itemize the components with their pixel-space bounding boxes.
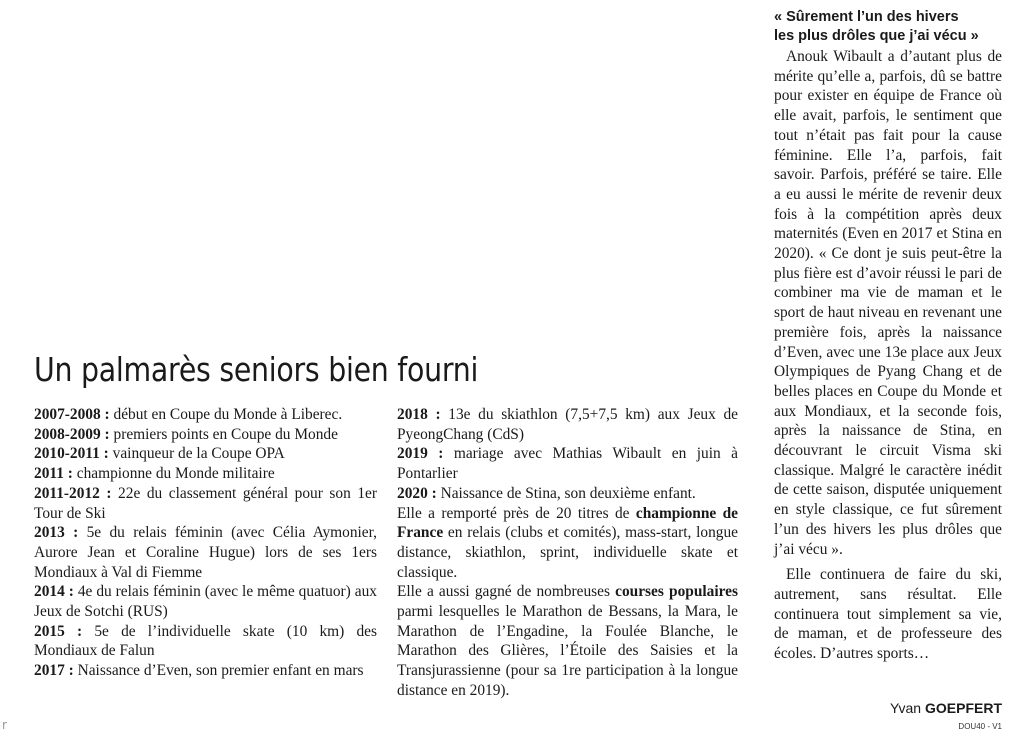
palmares-text: 4e du relais féminin (avec le même quatuor) aux Jeux de Sotchi (RUS): [34, 583, 377, 621]
palmares-year: 2015 :: [34, 622, 83, 640]
palmares-year: 2013 :: [34, 524, 79, 542]
palmares-year: 2014 :: [34, 583, 74, 601]
palmares-text: Naissance d’Even, son premier enfant en mars: [73, 662, 364, 680]
palmares-entry: [397, 484, 738, 504]
sidebar-paragraph-2: Elle continuera de faire du ski, autrement, sans résultat. Elle continuera tout simplement sa vie, de maman, et de professeure des écoles. D’autres sports…: [774, 566, 1002, 663]
author-byline: Yvan GOEPFERT: [889, 700, 1002, 716]
palmares-text: championne du Monde militaire: [72, 465, 275, 483]
palmares-year: 2017 :: [34, 662, 74, 680]
palmares-text: premiers points en Coupe du Monde: [109, 425, 338, 443]
palmares-entry: [34, 405, 377, 425]
palmares-year: 2018 :: [397, 406, 441, 423]
titles-paragraph: Elle a remporté près de 20 titres de championne de France en relais (clubs et comités), mass-start, longue distance, skiathlon, sprint, individuelle skate et classique.: [397, 504, 738, 581]
sidebar-subhead-line2: les plus drôles que j’ai vécu »: [774, 28, 979, 44]
sidebar-subhead-line1: « Sûrement l’un des hivers: [774, 9, 959, 25]
palmares-entry: [397, 405, 738, 444]
headline: Un palmarès seniors bien fourni: [34, 350, 479, 389]
palmares-text: 22e du classement général pour son 1er Tour de Ski: [34, 484, 377, 522]
sidebar-paragraph-1: Anouk Wibault a d’autant plus de mérite qu’elle a, parfois, dû se battre pour exister en équipe de France où elle avait, parfois, le sentiment que tout n’était pas fait pour la cause féminine. Elle l’a, parfois, fait savoir. Parfois, préféré se taire. Elle a eu aussi le mérite de revenir deux fois à la compétition après deux maternités (Even en 2017 et Stina en 2020). « Ce dont je suis peut-être la plus fière est d’avoir réussi le pari de combiner ma vie de maman et le sport de haut niveau en revenant une première fois, après la naissance d’Even, avec une 13e place aux Jeux Olympiques de Pyang Chang et de belles places en Coupe du Monde et aux Mondiaux, et la seconde fois, après la naissance de Stina, en découvrant le circuit Visma ski classique. Malgré le caractère inédit de cette saison, disputée uniquement en style classique, ce fut sûrement l’un des hivers les plus drôles que j’ai vécu ».: [774, 48, 1002, 558]
palmares-year: 2007-2008 :: [34, 406, 110, 423]
corner-mark: r: [2, 718, 7, 732]
palmares-year: 2008-2009 :: [34, 425, 110, 443]
sidebar-subhead: [774, 8, 1014, 46]
popular-races-paragraph: Elle a aussi gagné de nombreuses courses populaires parmi lesquelles le Marathon de Bessans, la Mara, le Marathon de l’Engadine, la Foulée Blanche, le Marathon des Glières, l’Étoile des Saisies et la Transjurassienne (pour sa 1re participation à la longue distance en 2019).: [397, 583, 739, 699]
palmares-text: 5e du relais féminin (avec Célia Aymonier, Aurore Jean et Coraline Hugue) lors de ses 1ers Mondiaux à Val di Fiemme: [34, 524, 377, 581]
palmares-text: 13e du skiathlon (7,5+7,5 km) aux Jeux de PyeongChang (CdS): [397, 406, 738, 443]
palmares-year: 2020 :: [397, 484, 437, 502]
palmares-entry: [34, 484, 377, 523]
palmares-text: début en Coupe du Monde à Liberec.: [109, 406, 343, 423]
palmares-entry: [34, 622, 377, 661]
palmares-text: vainqueur de la Coupe OPA: [108, 445, 285, 463]
palmares-entry: [34, 661, 377, 681]
palmares-year: 2019 :: [397, 445, 444, 463]
palmares-year: 2011-2012 :: [34, 484, 112, 502]
palmares-entry: [34, 464, 377, 484]
palmares-text: Naissance de Stina, son deuxième enfant.: [436, 484, 696, 502]
palmares-year: 2010-2011 :: [34, 445, 109, 463]
palmares-year: 2011 :: [34, 465, 73, 483]
palmares-entry: [34, 523, 377, 582]
palmares-column-right: [397, 405, 738, 701]
palmares-column-left: [34, 405, 377, 681]
palmares-entry: [34, 582, 377, 621]
sidebar-column: [774, 47, 1002, 664]
palmares-entry: [34, 425, 377, 445]
palmares-entry: [397, 444, 738, 483]
palmares-text: 5e de l’individuelle skate (10 km) des Mondiaux de Falun: [34, 622, 377, 660]
page-code: DOU40 - V1: [958, 722, 1002, 731]
palmares-entry: [34, 444, 377, 464]
palmares-text: mariage avec Mathias Wibault en juin à Pontarlier: [397, 445, 739, 483]
